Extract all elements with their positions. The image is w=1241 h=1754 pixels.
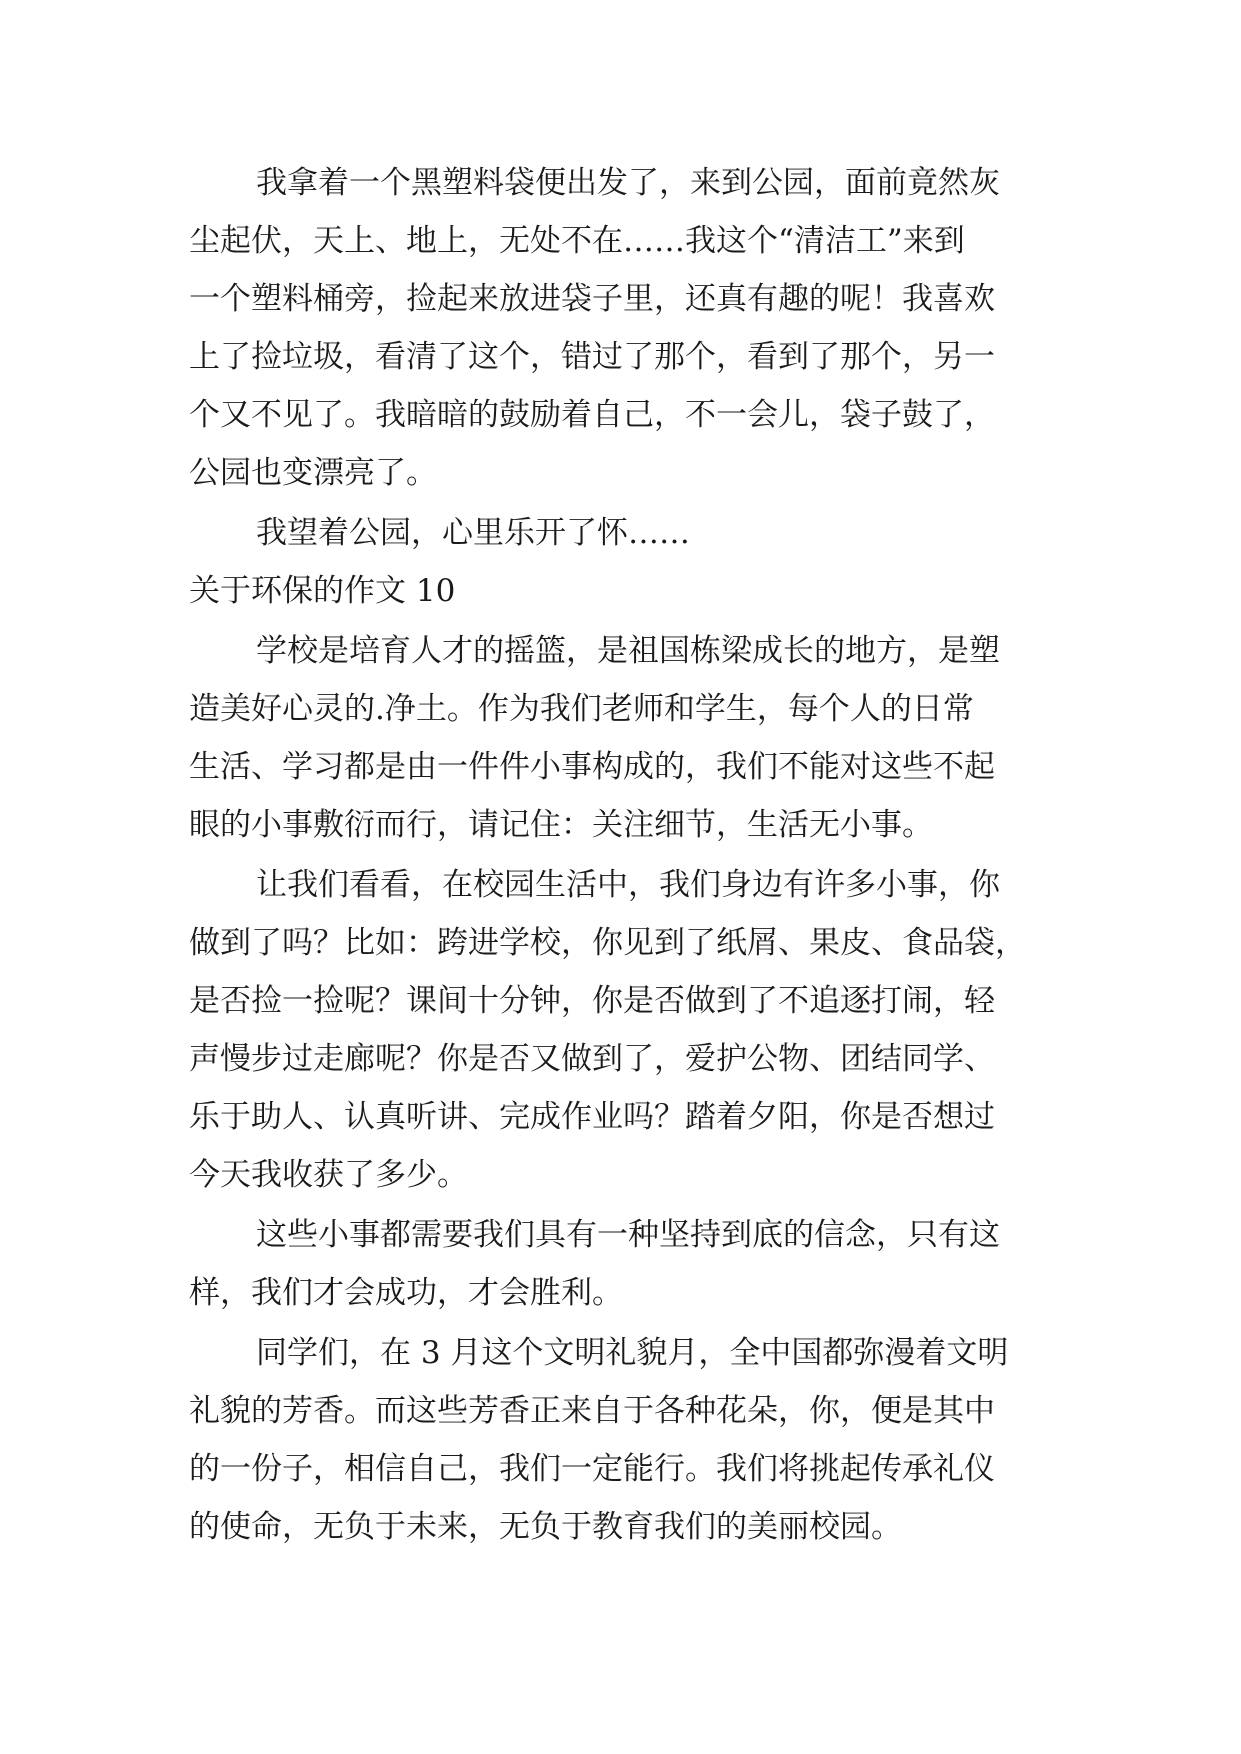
paragraph-line: 生活、学习都是由一件件小事构成的，我们不能对这些不起 xyxy=(189,749,995,785)
paragraph-line: 我望着公园，心里乐开了怀…… xyxy=(256,515,690,551)
paragraph-line: 尘起伏，天上、地上，无处不在……我这个“清洁工”来到 xyxy=(189,223,965,259)
paragraph-line: 声慢步过走廊呢？你是否又做到了，爱护公物、团结同学、 xyxy=(189,1041,995,1077)
paragraph-line: 礼貌的芳香。而这些芳香正来自于各种花朵，你，便是其中 xyxy=(189,1393,995,1429)
paragraph-line: 公园也变漂亮了。 xyxy=(189,455,437,491)
paragraph-line: 造美好心灵的.净土。作为我们老师和学生，每个人的日常 xyxy=(189,691,974,727)
paragraph-line: 一个塑料桶旁，捡起来放进袋子里，还真有趣的呢！我喜欢 xyxy=(189,281,995,317)
paragraph-line: 上了捡垃圾，看清了这个，错过了那个，看到了那个，另一 xyxy=(189,339,995,375)
paragraph-line: 做到了吗？比如：跨进学校，你见到了纸屑、果皮、食品袋， xyxy=(189,925,1026,961)
paragraph-line: 这些小事都需要我们具有一种坚持到底的信念，只有这 xyxy=(256,1217,1000,1253)
paragraph-line: 同学们，在 3 月这个文明礼貌月，全中国都弥漫着文明 xyxy=(256,1335,1009,1371)
paragraph-line: 是否捡一捡呢？课间十分钟，你是否做到了不追逐打闹，轻 xyxy=(189,983,995,1019)
paragraph-line: 个又不见了。我暗暗的鼓励着自己，不一会儿，袋子鼓了， xyxy=(189,397,995,433)
paragraph-line: 让我们看看，在校园生活中，我们身边有许多小事，你 xyxy=(256,867,1000,903)
paragraph-line: 今天我收获了多少。 xyxy=(189,1157,468,1193)
paragraph-line: 学校是培育人才的摇篮，是祖国栋梁成长的地方，是塑 xyxy=(256,633,1000,669)
paragraph-line: 的使命，无负于未来，无负于教育我们的美丽校园。 xyxy=(189,1509,902,1545)
paragraph-line: 乐于助人、认真听讲、完成作业吗？踏着夕阳，你是否想过 xyxy=(189,1099,995,1135)
section-heading: 关于环保的作文 10 xyxy=(189,573,456,609)
paragraph-line: 样，我们才会成功，才会胜利。 xyxy=(189,1275,623,1311)
paragraph-line: 我拿着一个黑塑料袋便出发了，来到公园，面前竟然灰 xyxy=(256,165,1000,201)
paragraph-line: 的一份子，相信自己，我们一定能行。我们将挑起传承礼仪 xyxy=(189,1451,995,1487)
paragraph-line: 眼的小事敷衍而行，请记住：关注细节，生活无小事。 xyxy=(189,807,933,843)
